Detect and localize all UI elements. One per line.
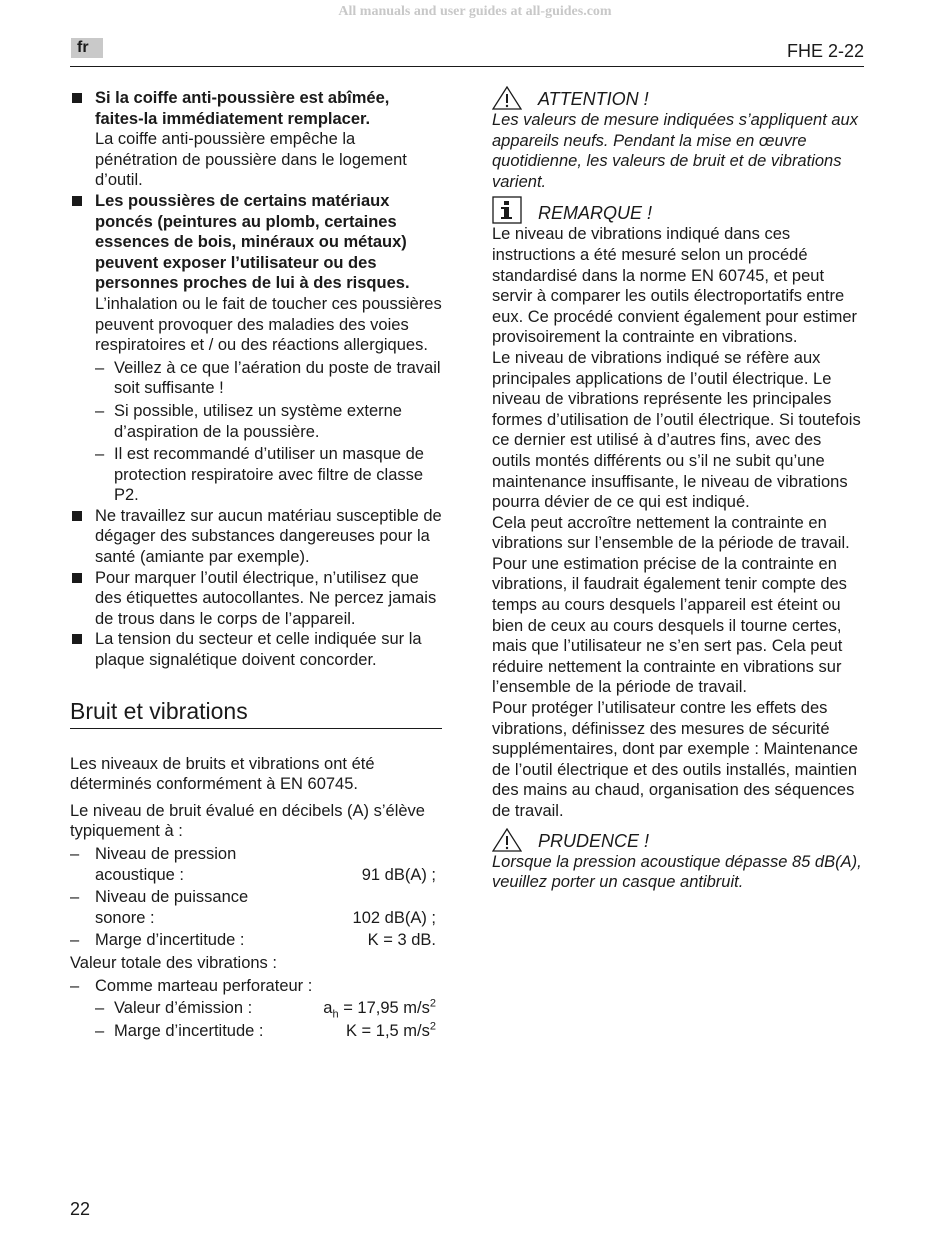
bullet-item bbox=[70, 191, 442, 356]
vibration-uncertainty-value: K = 1,5 $m/s^2$ bbox=[345, 1020, 436, 1040]
bullet-item bbox=[70, 629, 442, 670]
caution-heading bbox=[492, 830, 864, 852]
bullet-item bbox=[70, 88, 442, 191]
bullet-item bbox=[70, 568, 442, 630]
dash-item bbox=[70, 444, 442, 506]
warning-triangle-icon bbox=[492, 86, 522, 110]
note-paragraph: Cela peut accroître nettement la contrainte en vibrations sur l’ensemble de la période de travail. bbox=[492, 513, 850, 553]
attention-text: Les valeurs de mesure indiquées s’appliquent aux appareils neufs. Pendant la mise en œuvre quotidienne, les valeurs de bruit et de vibrations varient. bbox=[492, 111, 858, 191]
intro-text: Les niveaux de bruits et vibrations ont été déterminés conformément à EN 60745. bbox=[70, 754, 375, 794]
caution-text: Lorsque la pression acoustique dépasse 85 dB(A), veuillez porter un casque antibruit. bbox=[492, 852, 862, 892]
vibration-uncertainty-label: Marge d’incertitude : bbox=[114, 1021, 264, 1040]
square-bullet-icon bbox=[72, 573, 82, 583]
note-paragraph: Le niveau de vibrations indiqué dans ces instructions a été mesuré selon un procédé standardisé dans la norme EN 60745, et peut servir à comparer les outils électroportatifs entre eux. Ce procédé convient également pour estimer provisoirement la contrainte en vibrations. bbox=[492, 225, 858, 347]
square-bullet-icon bbox=[72, 93, 82, 103]
info-icon bbox=[492, 196, 522, 224]
dash-icon: – bbox=[95, 358, 105, 377]
noise-value: 102 dB(A) ; bbox=[352, 908, 436, 927]
noise-label: Niveau de puissance bbox=[95, 888, 249, 907]
dash-icon: – bbox=[70, 845, 80, 863]
vibration-emission-label: Valeur d’émission : bbox=[114, 999, 253, 1018]
bullet-item bbox=[70, 506, 442, 568]
dash-item bbox=[70, 401, 442, 442]
attention-heading bbox=[492, 88, 864, 110]
caution-title: PRUDENCE ! bbox=[538, 830, 650, 851]
square-bullet-icon bbox=[72, 634, 82, 644]
vibration-total-label: Valeur totale des vibrations : bbox=[70, 953, 277, 972]
header-rule bbox=[70, 66, 864, 67]
right-column bbox=[492, 88, 864, 893]
dash-icon: – bbox=[70, 931, 80, 950]
noise-label: Niveau de pression bbox=[95, 845, 237, 863]
left-column bbox=[70, 88, 442, 1041]
dash-item bbox=[70, 358, 442, 399]
section-title: Bruit et vibrations bbox=[70, 697, 442, 729]
uncertainty-value: K = 3 dB. bbox=[367, 931, 436, 950]
vibration-mode-item bbox=[70, 976, 442, 997]
dash-text: Il est recommandé d’utiliser un masque de protection respiratoire avec filtre de classe P2. bbox=[114, 445, 424, 505]
square-bullet-icon bbox=[72, 511, 82, 521]
note-heading bbox=[492, 202, 864, 224]
vibration-emission-value: $a_h = 17,95$ $m/s^2$ bbox=[323, 997, 436, 1021]
language-badge: fr bbox=[71, 38, 103, 58]
square-bullet-icon bbox=[72, 196, 82, 206]
bullet-text: Pour marquer l’outil électrique, n’utilisez que des étiquettes autocollantes. Ne percez jamais de trous dans le corps de l’appareil. bbox=[95, 568, 437, 628]
bullet-text: La tension du secteur et celle indiquée sur la plaque signalétique doivent concorder. bbox=[95, 630, 422, 670]
noise-item bbox=[70, 844, 442, 885]
bullet-text: L’inhalation ou le fait de toucher ces poussières peuvent provoquer des maladies des voies respiratoires et / ou des réactions allergiques. bbox=[95, 294, 442, 355]
dash-icon: – bbox=[95, 445, 105, 464]
uncertainty-item bbox=[70, 930, 442, 951]
bullet-bold-text: Si la coiffe anti-poussière est abîmée, faites-la immédiatement remplacer. bbox=[95, 89, 390, 128]
warning-triangle-icon bbox=[492, 828, 522, 852]
dash-text: Si possible, utilisez un système externe d’aspiration de la poussière. bbox=[114, 401, 402, 441]
watermark: All manuals and user guides at all-guides.com bbox=[338, 4, 612, 19]
noise-value: 91 dB(A) ; bbox=[361, 865, 436, 884]
uncertainty-label: Marge d’incertitude : bbox=[95, 931, 245, 950]
dash-text: Veillez à ce que l’aération du poste de travail soit suffisante ! bbox=[114, 358, 441, 398]
dash-icon: – bbox=[70, 888, 80, 907]
vibration-mode-label: Comme marteau perforateur : bbox=[95, 976, 313, 995]
bullet-text: La coiffe anti-poussière empêche la pénétration de poussière dans le logement d’outil. bbox=[95, 130, 407, 190]
noise-label: acoustique : bbox=[95, 865, 184, 884]
vibration-emission-item bbox=[70, 998, 442, 1019]
note-paragraph: Pour une estimation précise de la contrainte en vibrations, il faudrait également tenir compte des temps au cours desquels l’appareil est éteint ou bien de ceux au cours desquels il tourne certes, mais que l’utilisateur ne s’en sert pas. Cela peut réduire nettement la contrainte en vibrations sur l’ensemble de la période de travail. bbox=[492, 554, 847, 697]
page-number: 22 bbox=[70, 1199, 91, 1219]
bullet-text: Ne travaillez sur aucun matériau susceptible de dégager des substances dangereuses pour la santé (amiante par exemple). bbox=[95, 506, 442, 567]
dash-icon: – bbox=[95, 401, 105, 420]
dash-icon: – bbox=[95, 1021, 105, 1040]
bullet-bold-text: Les poussières de certains matériaux poncés (peintures au plomb, certaines essences de bois, minéraux ou métaux) peuvent exposer l’utilisateur ou des personnes proches de lui à des risques. bbox=[95, 191, 410, 293]
vibration-uncertainty-item bbox=[70, 1021, 442, 1042]
intro-text: Le niveau de bruit évalué en décibels (A) s’élève typiquement à : bbox=[70, 801, 425, 841]
dash-icon: – bbox=[95, 999, 105, 1018]
dash-icon: – bbox=[70, 976, 80, 995]
note-title: REMARQUE ! bbox=[538, 203, 653, 224]
note-paragraph: Le niveau de vibrations indiqué se réfère aux principales applications de l’outil électrique. Le niveau de vibrations représente les principales formes d’utilisation de l’outil électrique. Si toutefois ce dernier est utilisé à d’autres fins, avec des outils montés différents ou s’il ne subit qu’une maintenance insuffisante, le niveau de vibrations pourra dévier de ce qui est indiqué. bbox=[492, 348, 861, 512]
noise-item bbox=[70, 887, 442, 928]
model-name: FHE 2-22 bbox=[786, 41, 864, 61]
note-paragraph: Pour protéger l’utilisateur contre les effets des vibrations, définissez des mesures de sécurité supplémentaires, dont par exemple : Maintenance de l’outil électrique et des outils installés, maintien des mains au chaud, organisation des séquences de travail. bbox=[492, 699, 858, 820]
noise-label: sonore : bbox=[95, 908, 155, 927]
attention-title: ATTENTION ! bbox=[538, 89, 649, 109]
